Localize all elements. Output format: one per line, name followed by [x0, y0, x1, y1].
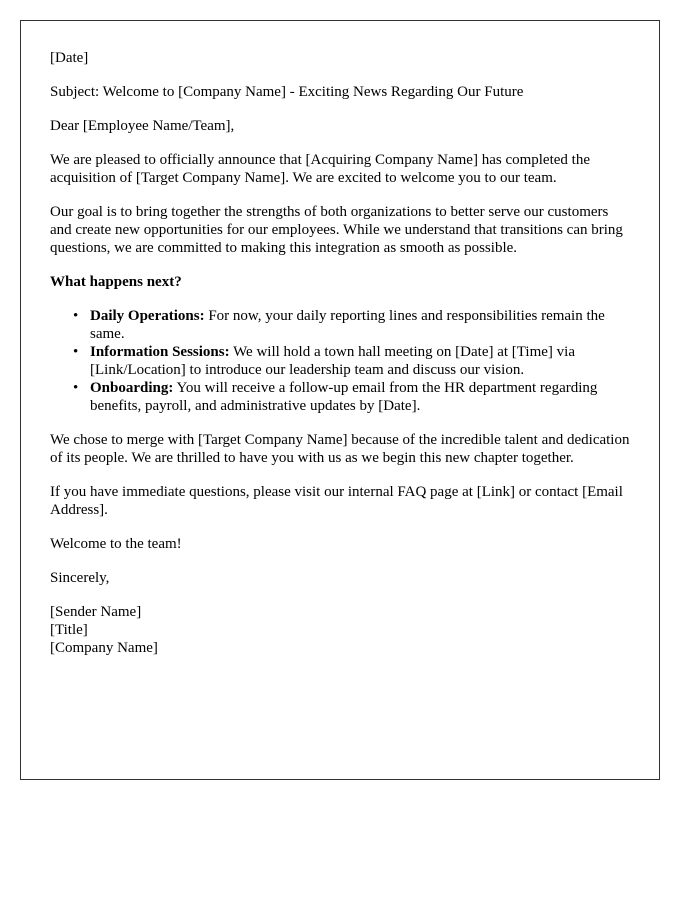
list-item-label: Information Sessions:: [90, 344, 230, 360]
list-item: [73, 307, 630, 343]
sender-company: [Company Name]: [50, 640, 158, 656]
next-steps-heading: What happens next?: [50, 274, 182, 290]
letter-date: [Date]: [50, 50, 89, 66]
list-item-label: Onboarding:: [90, 380, 174, 396]
signature-block: [50, 603, 630, 657]
list-item: [73, 343, 630, 379]
list-item-label: Daily Operations:: [90, 308, 205, 324]
intro-paragraph: We are pleased to officially announce that [Acquiring Company Name] has completed the acquisition of [Target Company Name]. We are excited to welcome you to our team.: [50, 152, 590, 186]
list-item: [73, 379, 630, 415]
sender-title: [Title]: [50, 622, 88, 638]
letter-greeting: Dear [Employee Name/Team],: [50, 118, 235, 134]
bullet-icon: •: [73, 308, 79, 324]
bullet-icon: •: [73, 380, 79, 396]
list-item-text: You will receive a follow-up email from the HR department regarding benefits, payroll, and administrative updates by [Date].: [90, 380, 598, 414]
signoff: Sincerely,: [50, 570, 110, 586]
sender-name: [Sender Name]: [50, 604, 142, 620]
bullet-icon: •: [73, 344, 79, 360]
welcome-line: Welcome to the team!: [50, 536, 182, 552]
letter-subject: Subject: Welcome to [Company Name] - Exciting News Regarding Our Future: [50, 84, 524, 100]
list-item-text: We will hold a town hall meeting on [Date] at [Time] via [Link/Location] to introduce our leadership team and discuss our vision.: [90, 344, 575, 378]
list-item-text: For now, your daily reporting lines and responsibilities remain the same.: [90, 308, 605, 342]
merge-reason-paragraph: We chose to merge with [Target Company Name] because of the incredible talent and dedication of its people. We are thrilled to have you with us as we begin this new chapter together.: [50, 432, 630, 466]
next-steps-list: [50, 307, 630, 415]
letter-document: [20, 20, 660, 780]
goal-paragraph: Our goal is to bring together the strengths of both organizations to better serve our customers and create new opportunities for our employees. While we understand that transitions can bring questions, we are committed to making this integration as smooth as possible.: [50, 204, 623, 256]
questions-paragraph: If you have immediate questions, please visit our internal FAQ page at [Link] or contact [Email Address].: [50, 484, 623, 518]
